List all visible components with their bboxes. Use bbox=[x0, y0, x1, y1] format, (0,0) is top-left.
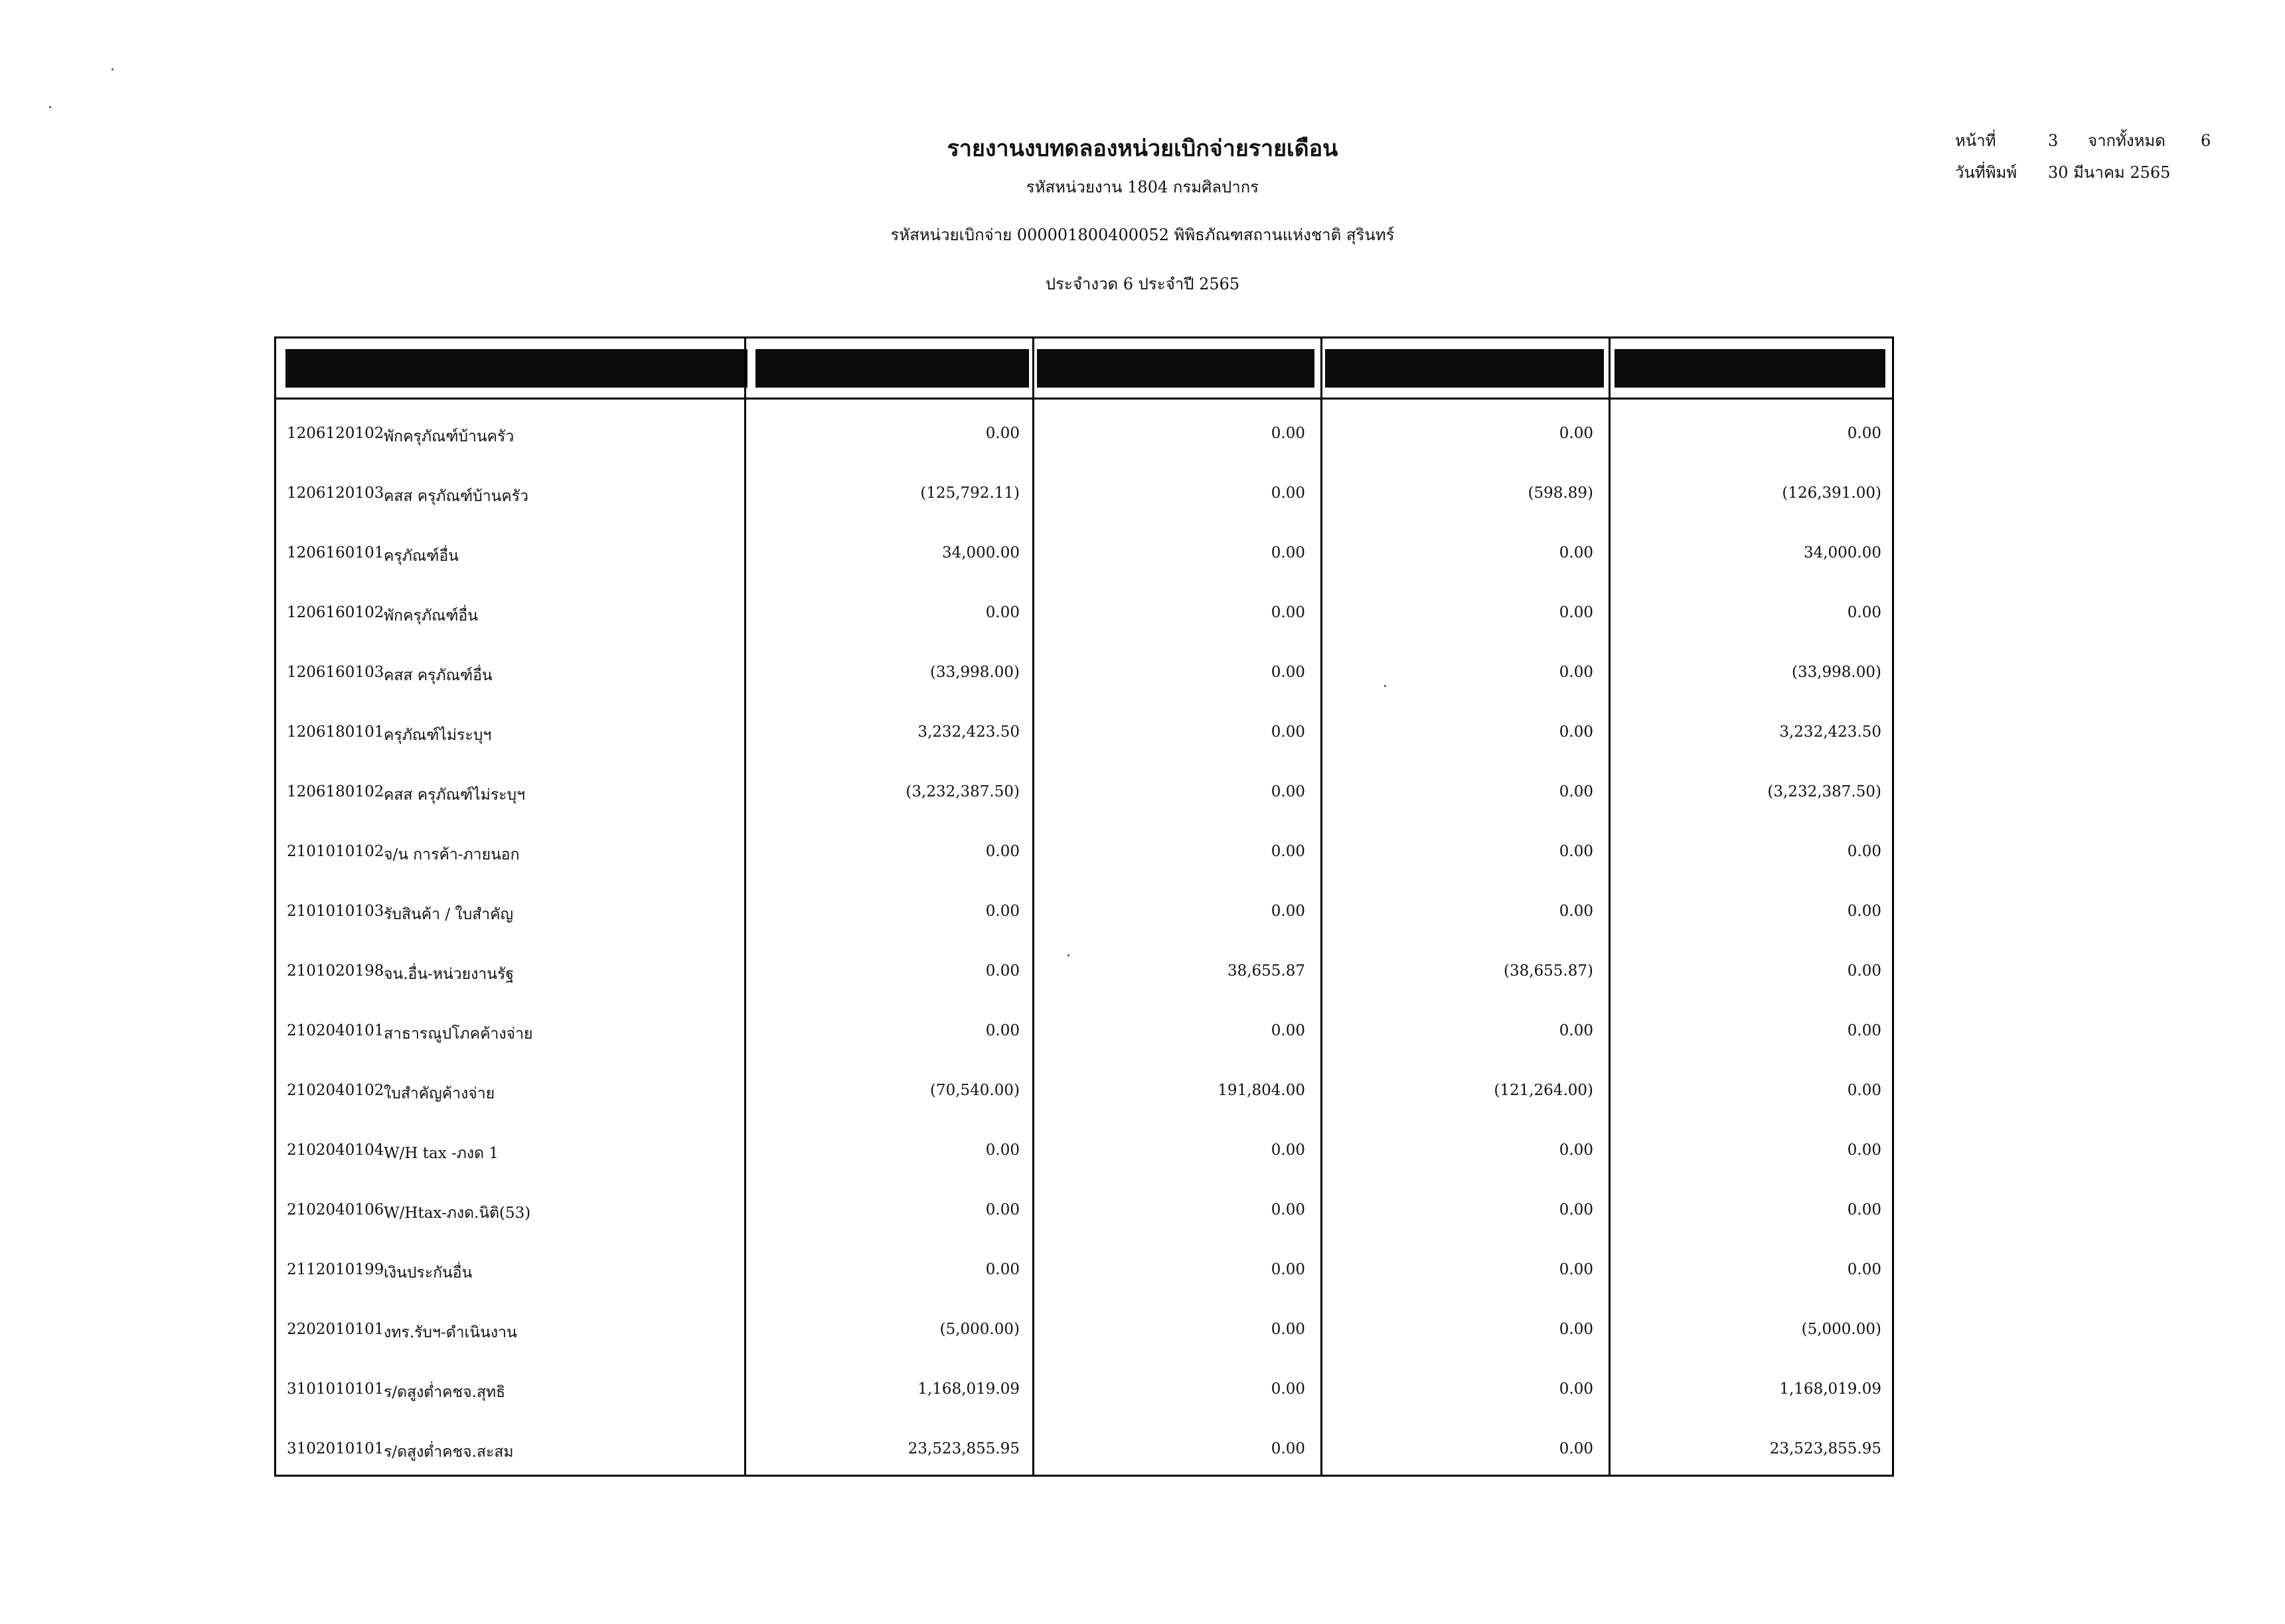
amount-col3: 0.00 bbox=[1559, 903, 1593, 920]
account-name: สาธารณูปโภคค้างจ่าย bbox=[384, 1025, 533, 1043]
account-name: คสส ครุภัณฑ์บ้านครัว bbox=[384, 488, 528, 505]
table-row bbox=[276, 400, 1892, 459]
account-code: 3102010101 bbox=[287, 1440, 384, 1457]
amount-col1: 0.00 bbox=[985, 1022, 1020, 1039]
account-code: 1206180102 bbox=[287, 783, 384, 800]
account-code: 1206160101 bbox=[287, 544, 384, 561]
amount-col2: 0.00 bbox=[1271, 903, 1305, 920]
amount-col4: 3,232,423.50 bbox=[1779, 723, 1881, 741]
amount-col4: 1,168,019.09 bbox=[1779, 1380, 1881, 1398]
account-name: เงินประกันอื่น bbox=[384, 1264, 473, 1282]
amount-col2: 0.00 bbox=[1271, 664, 1305, 681]
print-date-row bbox=[1955, 157, 2211, 188]
amount-col2: 0.00 bbox=[1271, 1380, 1305, 1398]
amount-col3: 0.00 bbox=[1559, 1142, 1593, 1159]
account-name: คสส ครุภัณฑ์ไม่ระบุฯ bbox=[384, 786, 526, 804]
total-pages: 6 bbox=[2201, 131, 2211, 150]
amount-col4: 0.00 bbox=[1847, 903, 1881, 920]
page-info-row bbox=[1955, 125, 2211, 157]
amount-col2: 0.00 bbox=[1271, 1142, 1305, 1159]
amount-col3: (38,655.87) bbox=[1503, 962, 1593, 980]
amount-col3: 0.00 bbox=[1559, 1022, 1593, 1039]
table-row bbox=[276, 698, 1892, 758]
amount-col2: 0.00 bbox=[1271, 425, 1305, 442]
amount-col2: 0.00 bbox=[1271, 1261, 1305, 1278]
account-code: 2102040104 bbox=[287, 1142, 384, 1159]
table-row bbox=[276, 1236, 1892, 1295]
amount-col2: 0.00 bbox=[1271, 604, 1305, 621]
amount-col2: 191,804.00 bbox=[1218, 1082, 1305, 1099]
table-row bbox=[276, 519, 1892, 579]
account-code: 1206160102 bbox=[287, 604, 384, 621]
amount-col3: 0.00 bbox=[1559, 425, 1593, 442]
page-label: หน้าที่ bbox=[1955, 131, 1996, 150]
table-header bbox=[276, 338, 1892, 400]
amount-col3: 0.00 bbox=[1559, 1380, 1593, 1398]
account-code: 2102040101 bbox=[287, 1022, 384, 1039]
agency-line: รหัสหน่วยงาน 1804 กรมศิลปากร bbox=[1026, 178, 1259, 196]
amount-col3: (598.89) bbox=[1528, 484, 1593, 502]
page-meta bbox=[1955, 125, 2211, 188]
account-code: 2101010102 bbox=[287, 843, 384, 860]
amount-col4: 34,000.00 bbox=[1803, 544, 1881, 561]
account-code: 2102040102 bbox=[287, 1082, 384, 1099]
period-line: ประจำงวด 6 ประจำปี 2565 bbox=[1045, 275, 1240, 293]
amount-col1: (33,998.00) bbox=[929, 664, 1020, 681]
amount-col3: 0.00 bbox=[1559, 1201, 1593, 1218]
table-row bbox=[276, 758, 1892, 818]
disbursement-unit-line: รหัสหน่วยเบิกจ่าย 000001800400052 พิพิธภัณฑสถานแห่งชาติ สุรินทร์ bbox=[890, 226, 1395, 244]
account-name: พักครุภัณฑ์บ้านครัว bbox=[384, 428, 514, 445]
amount-col3: 0.00 bbox=[1559, 1261, 1593, 1278]
amount-col4: (33,998.00) bbox=[1791, 664, 1881, 681]
amount-col4: 0.00 bbox=[1847, 843, 1881, 860]
scan-speck bbox=[49, 106, 51, 108]
amount-col3: 0.00 bbox=[1559, 723, 1593, 741]
amount-col1: 0.00 bbox=[985, 843, 1020, 860]
amount-col2: 38,655.87 bbox=[1227, 962, 1305, 980]
amount-col2: 0.00 bbox=[1271, 723, 1305, 741]
table-body bbox=[276, 400, 1892, 1475]
amount-col4: 0.00 bbox=[1847, 1142, 1881, 1159]
amount-col1: 0.00 bbox=[985, 425, 1020, 442]
amount-col2: 0.00 bbox=[1271, 783, 1305, 800]
account-name: W/H tax -ภงด 1 bbox=[384, 1145, 499, 1162]
table-row bbox=[276, 1415, 1892, 1475]
print-date: 30 มีนาคม 2565 bbox=[2048, 163, 2171, 182]
amount-col4: 0.00 bbox=[1847, 1022, 1881, 1039]
amount-col2: 0.00 bbox=[1271, 1022, 1305, 1039]
account-code: 2101020198 bbox=[287, 962, 384, 980]
page-number: 3 bbox=[2048, 131, 2059, 150]
amount-col4: 0.00 bbox=[1847, 962, 1881, 980]
account-code: 2202010101 bbox=[287, 1321, 384, 1338]
table-row bbox=[276, 937, 1892, 997]
amount-col4: 0.00 bbox=[1847, 1201, 1881, 1218]
account-code: 2112010199 bbox=[287, 1261, 384, 1278]
table-row bbox=[276, 1295, 1892, 1355]
header-cell-col3 bbox=[1325, 349, 1604, 388]
amount-col1: 3,232,423.50 bbox=[917, 723, 1020, 741]
total-pages-label: จากทั้งหมด bbox=[2088, 131, 2166, 150]
amount-col3: 0.00 bbox=[1559, 544, 1593, 561]
account-name: รับสินค้า / ใบสำคัญ bbox=[384, 906, 514, 923]
account-name: ร/ดสูงต่ำคชจ.สุทธิ bbox=[384, 1384, 506, 1401]
trial-balance-table bbox=[274, 336, 1894, 1477]
table-row bbox=[276, 579, 1892, 638]
table-row bbox=[276, 1355, 1892, 1415]
account-name: จน.อื่น-หน่วยงานรัฐ bbox=[384, 966, 514, 983]
account-name: ใบสำคัญค้างจ่าย bbox=[384, 1085, 495, 1102]
table-row bbox=[276, 877, 1892, 937]
table-row bbox=[276, 1057, 1892, 1116]
account-code: 2102040106 bbox=[287, 1201, 384, 1218]
table-row bbox=[276, 1176, 1892, 1236]
account-name: ครุภัณฑ์ไม่ระบุฯ bbox=[384, 727, 492, 744]
amount-col3: 0.00 bbox=[1559, 604, 1593, 621]
amount-col1: (5,000.00) bbox=[939, 1321, 1020, 1338]
amount-col1: 0.00 bbox=[985, 962, 1020, 980]
amount-col1: (3,232,387.50) bbox=[906, 783, 1020, 800]
amount-col4: 0.00 bbox=[1847, 1261, 1881, 1278]
amount-col3: 0.00 bbox=[1559, 1321, 1593, 1338]
amount-col2: 0.00 bbox=[1271, 544, 1305, 561]
amount-col1: 34,000.00 bbox=[941, 544, 1020, 561]
table-row bbox=[276, 997, 1892, 1057]
amount-col2: 0.00 bbox=[1271, 484, 1305, 502]
amount-col1: 0.00 bbox=[985, 1142, 1020, 1159]
amount-col4: (5,000.00) bbox=[1801, 1321, 1881, 1338]
header-cell-account bbox=[285, 349, 748, 388]
amount-col4: (3,232,387.50) bbox=[1767, 783, 1881, 800]
table-row bbox=[276, 638, 1892, 698]
scan-speck bbox=[112, 68, 114, 70]
account-code: 1206180101 bbox=[287, 723, 384, 741]
table-row bbox=[276, 818, 1892, 877]
amount-col1: 0.00 bbox=[985, 1261, 1020, 1278]
account-code: 1206160103 bbox=[287, 664, 384, 681]
account-code: 2101010103 bbox=[287, 903, 384, 920]
account-name: W/Htax-ภงด.นิติ(53) bbox=[384, 1205, 531, 1222]
amount-col3: 0.00 bbox=[1559, 664, 1593, 681]
account-name: งทร.รับฯ-ดำเนินงาน bbox=[384, 1324, 517, 1341]
account-name: จ/น การค้า-ภายนอก bbox=[384, 846, 520, 863]
amount-col1: 1,168,019.09 bbox=[917, 1380, 1020, 1398]
amount-col3: (121,264.00) bbox=[1494, 1082, 1593, 1099]
amount-col4: 0.00 bbox=[1847, 604, 1881, 621]
amount-col1: 0.00 bbox=[985, 903, 1020, 920]
account-code: 3101010101 bbox=[287, 1380, 384, 1398]
amount-col2: 0.00 bbox=[1271, 1321, 1305, 1338]
amount-col2: 0.00 bbox=[1271, 1440, 1305, 1457]
report-title: รายงานงบทดลองหน่วยเบิกจ่ายรายเดือน bbox=[947, 135, 1338, 162]
table-row bbox=[276, 459, 1892, 519]
account-code: 1206120103 bbox=[287, 484, 384, 502]
amount-col1: 0.00 bbox=[985, 604, 1020, 621]
amount-col1: (125,792.11) bbox=[920, 484, 1020, 502]
header-cell-col1 bbox=[755, 349, 1029, 388]
account-code: 1206120102 bbox=[287, 425, 384, 442]
amount-col4: 0.00 bbox=[1847, 1082, 1881, 1099]
account-name: ครุภัณฑ์อื่น bbox=[384, 548, 459, 565]
header-cell-col2 bbox=[1037, 349, 1314, 388]
amount-col1: 23,523,855.95 bbox=[907, 1440, 1020, 1457]
amount-col3: 0.00 bbox=[1559, 1440, 1593, 1457]
amount-col2: 0.00 bbox=[1271, 843, 1305, 860]
amount-col4: 23,523,855.95 bbox=[1769, 1440, 1881, 1457]
amount-col1: 0.00 bbox=[985, 1201, 1020, 1218]
amount-col4: 0.00 bbox=[1847, 425, 1881, 442]
amount-col2: 0.00 bbox=[1271, 1201, 1305, 1218]
amount-col3: 0.00 bbox=[1559, 783, 1593, 800]
amount-col3: 0.00 bbox=[1559, 843, 1593, 860]
account-name: คสส ครุภัณฑ์อื่น bbox=[384, 667, 493, 684]
amount-col4: (126,391.00) bbox=[1782, 484, 1881, 502]
amount-col1: (70,540.00) bbox=[929, 1082, 1020, 1099]
print-date-label: วันที่พิมพ์ bbox=[1955, 163, 2017, 182]
account-name: พักครุภัณฑ์อื่น bbox=[384, 607, 478, 625]
header-cell-col4 bbox=[1615, 349, 1885, 388]
table-row bbox=[276, 1116, 1892, 1176]
account-name: ร/ดสูงต่ำคชจ.สะสม bbox=[384, 1443, 514, 1461]
